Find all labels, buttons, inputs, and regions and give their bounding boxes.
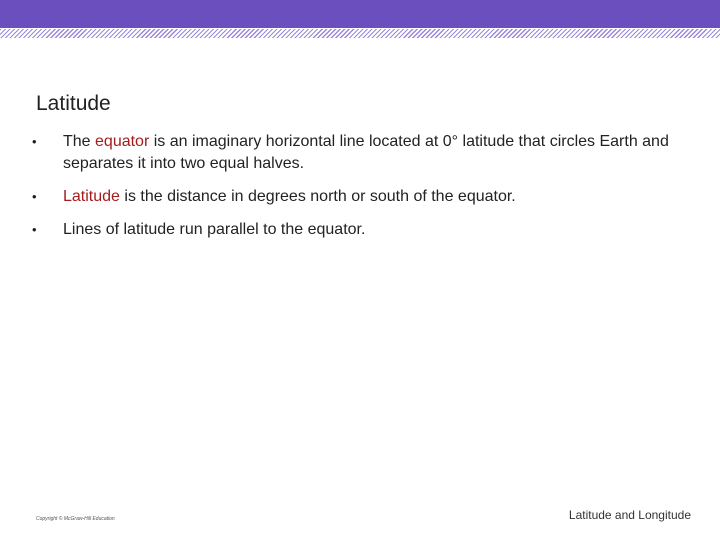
bullet-text-pre: Lines of latitude run parallel to the equator. (63, 221, 366, 238)
bullet-text-post: is an imaginary horizontal line located at 0° latitude that circles Earth and separates it into two equal halves. (63, 133, 669, 172)
slide-title: Latitude (36, 92, 111, 115)
bullet-marker: • (32, 134, 37, 149)
bullet-list (32, 131, 692, 252)
bullet-text-post: is the distance in degrees north or south of the equator. (119, 188, 516, 205)
header-bar (0, 0, 720, 28)
footer-section-title: Latitude and Longitude (568, 508, 691, 522)
copyright-notice: Copyright © McGraw-Hill Education (36, 516, 115, 522)
bullet-marker: • (32, 222, 37, 237)
bullet-marker: • (32, 189, 37, 204)
bullet-item-parallel (32, 219, 692, 241)
bullet-item-latitude (32, 186, 692, 208)
header-stripe (0, 29, 720, 38)
key-term-equator: equator (95, 133, 150, 150)
bullet-text-pre: The (63, 133, 96, 150)
key-term-latitude: Latitude (63, 188, 120, 205)
bullet-item-equator (32, 131, 692, 175)
